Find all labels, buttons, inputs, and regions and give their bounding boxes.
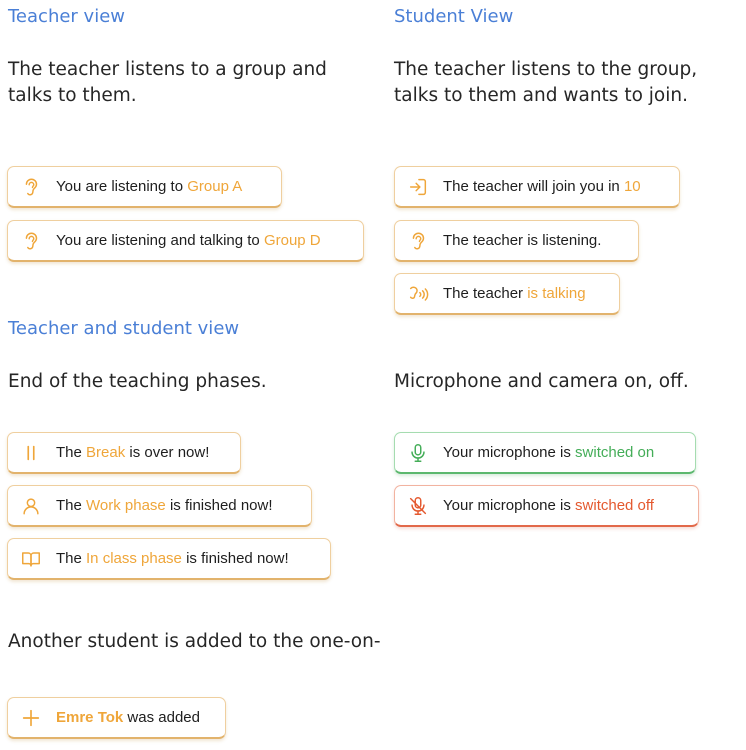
one-on-one-description: Another student is added to the one-on- (8, 631, 381, 652)
notification-microphone-on[interactable] (394, 432, 696, 474)
notification-text: The teacher is talking (443, 285, 586, 302)
microphone-icon (407, 442, 429, 464)
mic-camera-description: Microphone and camera on, off. (394, 371, 689, 392)
notification-microphone-off[interactable] (394, 485, 699, 527)
notification-text: Your microphone is switched off (443, 497, 654, 514)
notification-teacher-listening[interactable] (394, 220, 639, 262)
notification-in-class-phase-finished[interactable] (7, 538, 331, 580)
notification-teacher-join[interactable] (394, 166, 680, 208)
person-icon (20, 495, 42, 517)
ear-icon (20, 176, 42, 198)
notification-text: The Break is over now! (56, 444, 210, 461)
notification-student-added[interactable] (7, 697, 226, 739)
notification-text: You are listening to Group A (56, 178, 243, 195)
notification-text: The teacher is listening. (443, 232, 602, 249)
notification-work-phase-finished[interactable] (7, 485, 312, 527)
notification-break-over[interactable] (7, 432, 241, 474)
teacher-student-view-title: Teacher and student view (8, 318, 240, 339)
teaching-phases-description: End of the teaching phases. (8, 371, 267, 392)
book-icon (20, 548, 42, 570)
join-icon (407, 176, 429, 198)
teacher-view-title: Teacher view (8, 6, 125, 27)
speaking-icon (407, 283, 429, 305)
notification-text: You are listening and talking to Group D (56, 232, 321, 249)
notification-text: The In class phase is finished now! (56, 550, 289, 567)
notification-teacher-talking[interactable] (394, 273, 620, 315)
teacher-view-description: The teacher listens to a group and talks to them. (8, 59, 327, 106)
microphone-off-icon (407, 495, 429, 517)
ear-icon (20, 230, 42, 252)
pause-icon (20, 442, 42, 464)
notification-text: The Work phase is finished now! (56, 497, 273, 514)
notification-text: Your microphone is switched on (443, 444, 655, 461)
student-view-title: Student View (394, 6, 514, 27)
notification-text: Emre Tok was added (56, 709, 200, 726)
plus-icon (20, 707, 42, 729)
student-view-description: The teacher listens to the group, talks to them and wants to join. (394, 59, 698, 106)
notification-text: The teacher will join you in 10 (443, 178, 641, 195)
notification-listening-group-a[interactable] (7, 166, 282, 208)
notification-listening-talking-group-d[interactable] (7, 220, 364, 262)
ear-icon (407, 230, 429, 252)
